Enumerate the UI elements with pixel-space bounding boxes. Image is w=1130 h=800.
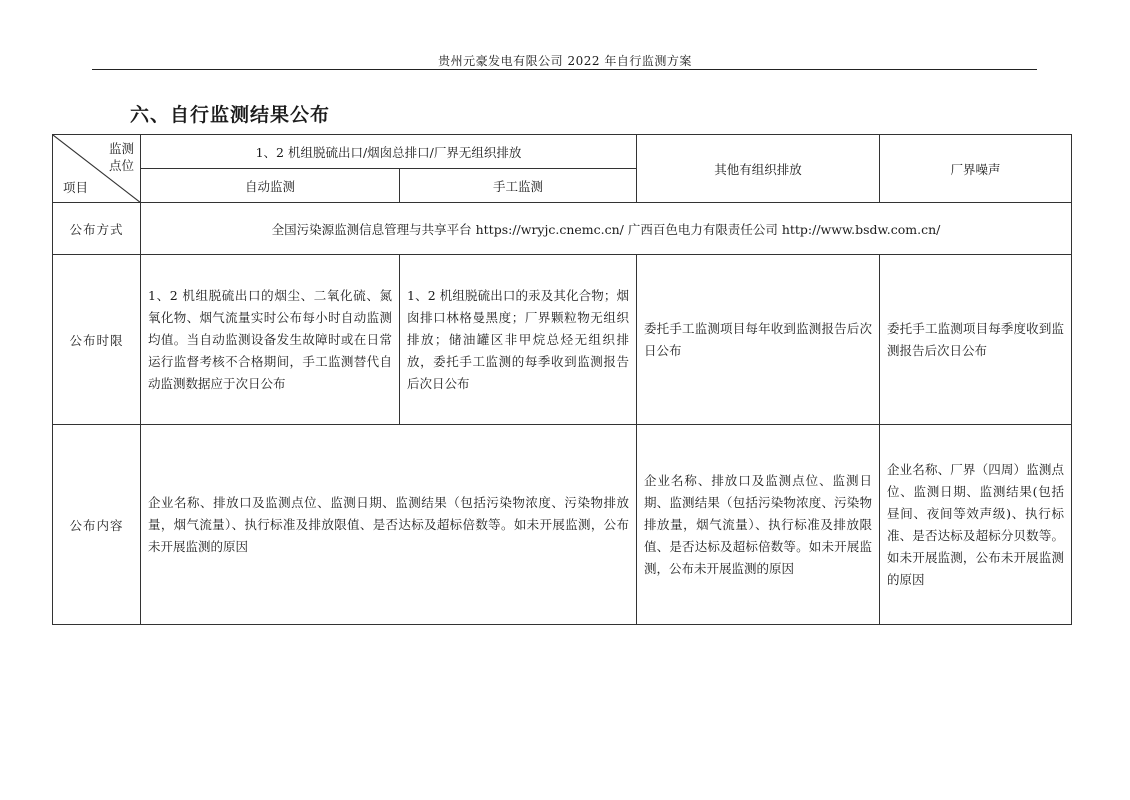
publish-content-noise: 企业名称、厂界（四周）监测点位、监测日期、监测结果(包括昼间、夜间等效声级)、执行标准、是否达标及超标分贝数等。如未开展监测，公布未开展监测的原因 [880,425,1072,625]
header-row-1 [53,135,1072,169]
publish-method-label: 公布方式 [53,203,141,255]
group-header-cell: 1、2 机组脱硫出口/烟囱总排口/厂界无组织排放 [141,135,637,169]
corner-top-line1: 监测 [108,141,134,156]
corner-top-line2: 点位 [108,158,134,173]
corner-top-label [109,140,134,174]
publish-time-noise: 委托手工监测项目每季度收到监测报告后次日公布 [880,255,1072,425]
publish-time-row [53,255,1072,425]
publish-content-row [53,425,1072,625]
auto-monitoring-header: 自动监测 [141,169,400,203]
publish-time-manual: 1、2 机组脱硫出口的汞及其化合物；烟囱排口林格曼黑度；厂界颗粒物无组织排放；储油罐区非甲烷总烃无组织排放，委托手工监测的每季收到监测报告后次日公布 [400,255,637,425]
manual-monitoring-header: 手工监测 [400,169,637,203]
header-divider [92,69,1037,70]
publish-content-main: 企业名称、排放口及监测点位、监测日期、监测结果（包括污染物浓度、污染物排放量，烟气流量）、执行标准及排放限值、是否达标及超标倍数等。如未开展监测，公布未开展监测的原因 [141,425,637,625]
publish-time-auto: 1、2 机组脱硫出口的烟尘、二氧化硫、氮氧化物、烟气流量实时公布每小时自动监测均值。当自动监测设备发生故障时或在日常运行监督考核不合格期间，手工监测替代自动监测数据应于次日公布 [141,255,400,425]
publish-method-row [53,203,1072,255]
publish-content-label: 公布内容 [53,425,141,625]
noise-header: 厂界噪声 [880,135,1072,203]
publish-method-value: 全国污染源监测信息管理与共享平台 https://wryjc.cnemc.cn/ 广西百色电力有限责任公司 http://www.bsdw.com.cn/ [141,203,1072,255]
other-emission-header: 其他有组织排放 [637,135,880,203]
corner-bottom-label: 项目 [63,180,89,195]
corner-header-cell [53,135,141,203]
section-title: 六、自行监测结果公布 [130,104,331,126]
document-header-title: 贵州元豪发电有限公司 2022 年自行监测方案 [438,54,692,68]
publish-time-label: 公布时限 [53,255,141,425]
publish-content-other: 企业名称、排放口及监测点位、监测日期、监测结果（包括污染物浓度、污染物排放量，烟气流量）、执行标准及排放限值、是否达标及超标倍数等。如未开展监测，公布未开展监测的原因 [637,425,880,625]
publication-table [52,134,1072,625]
publish-time-other: 委托手工监测项目每年收到监测报告后次日公布 [637,255,880,425]
